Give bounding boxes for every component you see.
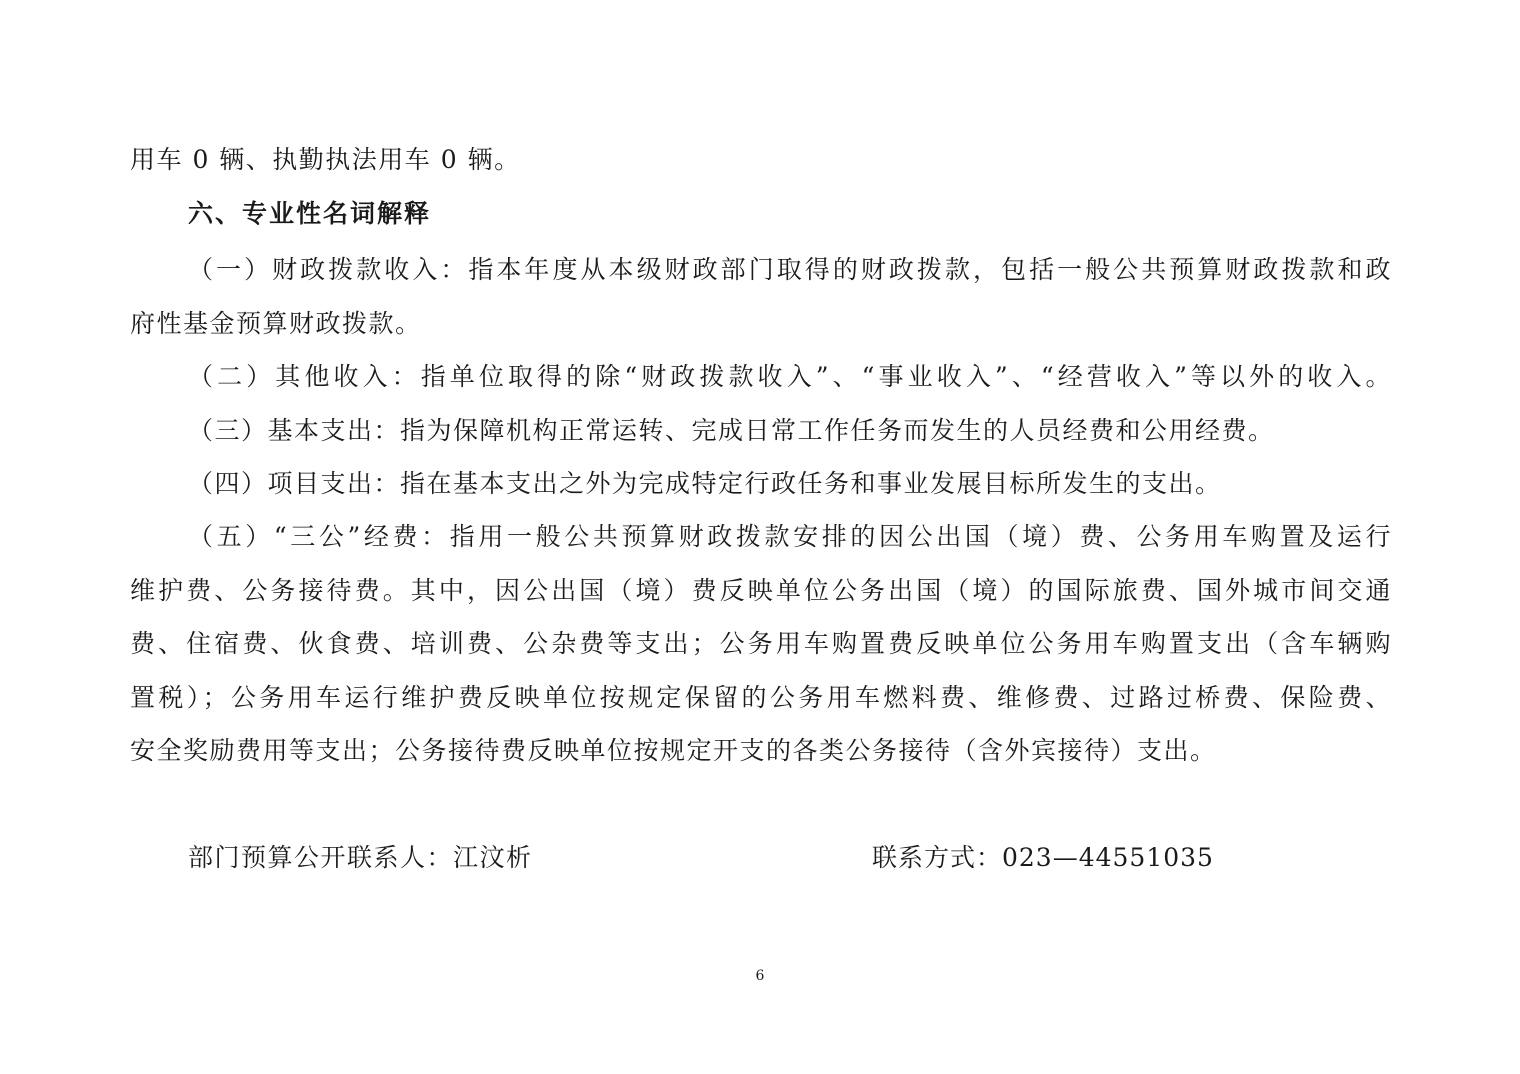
definition-three-public-expenses: （五）“三公”经费：指用一般公共预算财政拨款安排的因公出国（境）费、公务用车购置及运行	[188, 522, 1392, 551]
definition-three-public-expenses-cont-4: 安全奖励费用等支出；公务接待费反映单位按规定开支的各类公务接待（含外宾接待）支出。	[130, 736, 1217, 765]
definition-three-public-expenses-cont-2: 费、住宿费、伙食费、培训费、公杂费等支出；公务用车购置费反映单位公务用车购置支出（含车辆购	[130, 629, 1392, 658]
definition-three-public-expenses-cont-1: 维护费、公务接待费。其中，因公出国（境）费反映单位公务出国（境）的国际旅费、国外城市间交通	[130, 576, 1392, 605]
definition-project-expenditure: （四）项目支出：指在基本支出之外为完成特定行政任务和事业发展目标所发生的支出。	[188, 469, 1222, 498]
definition-three-public-expenses-cont-3: 置税）；公务用车运行维护费反映单位按规定保留的公务用车燃料费、维修费、过路过桥费、保险费、	[130, 683, 1392, 712]
text-line-vehicles: 用车 0 辆、执勤执法用车 0 辆。	[130, 145, 521, 174]
contact-person: 部门预算公开联系人：江汶析	[188, 843, 533, 872]
contact-phone: 联系方式：023—44551035	[872, 843, 1214, 872]
definition-other-income: （二）其他收入：指单位取得的除“财政拨款收入”、“事业收入”、“经营收入”等以外的收入。	[188, 362, 1392, 391]
definition-fiscal-appropriation-cont: 府性基金预算财政拨款。	[130, 309, 422, 338]
definition-basic-expenditure: （三）基本支出：指为保障机构正常运转、完成日常工作任务而发生的人员经费和公用经费。	[188, 416, 1275, 445]
definition-fiscal-appropriation: （一）财政拨款收入：指本年度从本级财政部门取得的财政拨款，包括一般公共预算财政拨款和政	[188, 255, 1392, 284]
section-heading: 六、专业性名词解释	[188, 199, 432, 228]
page-number: 6	[755, 968, 765, 984]
